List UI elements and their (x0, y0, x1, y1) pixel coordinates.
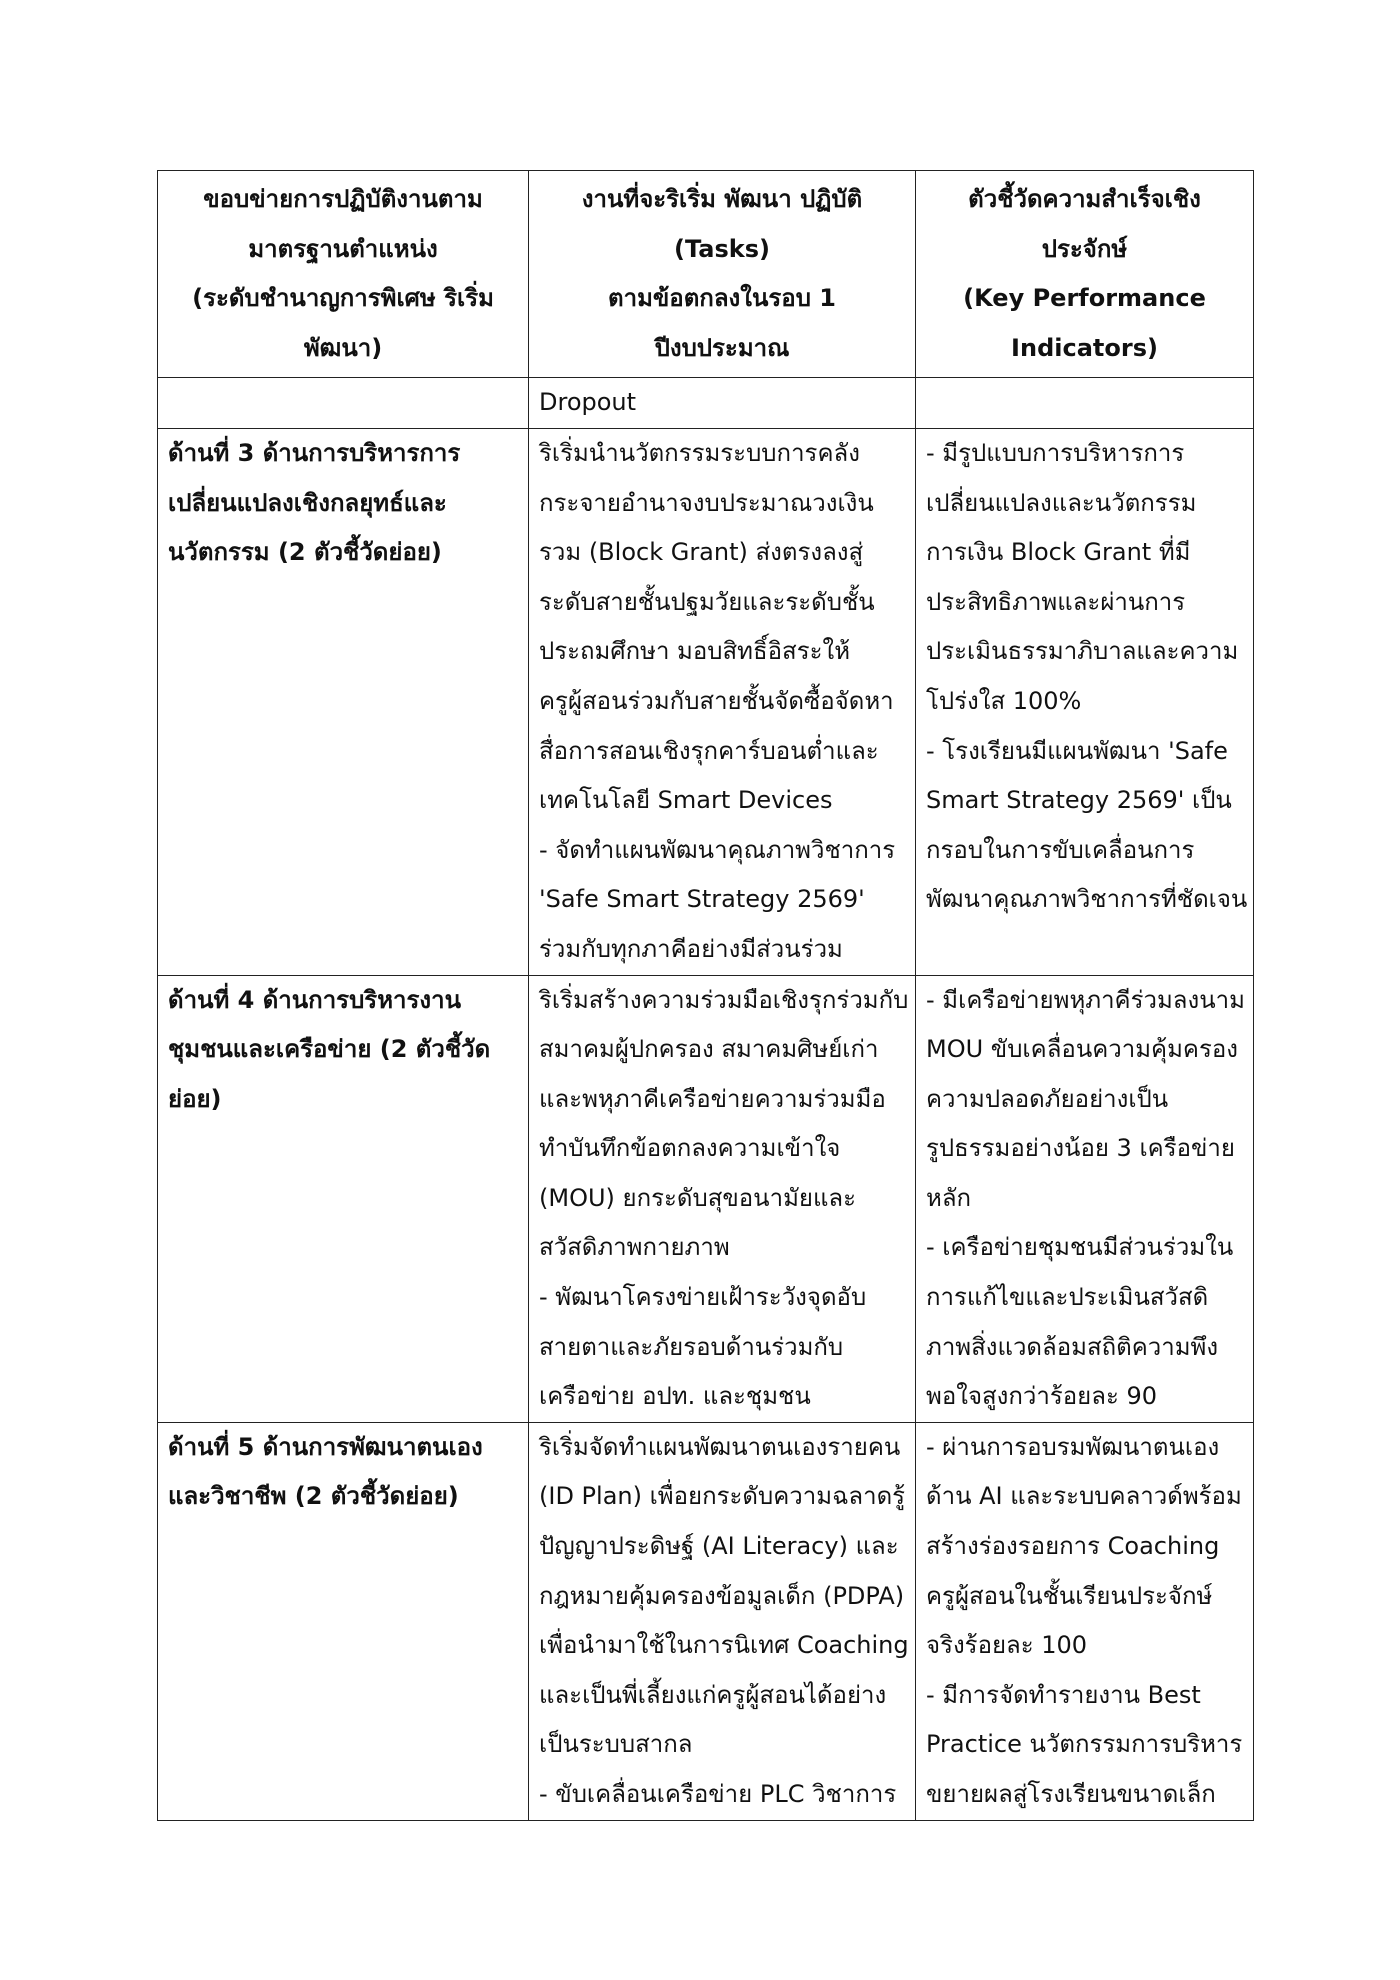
cell-line: และวิชาชีพ (2 ตัวชี้วัดย่อย) (168, 1482, 459, 1511)
cell-line: ร่วมกับทุกภาคีอย่างมีส่วนร่วม (539, 934, 843, 963)
cell-line: Smart Strategy 2569' เป็น (926, 786, 1232, 815)
header-line: ตัวชี้วัดความสำเร็จเชิง (968, 185, 1201, 213)
table-row (158, 1422, 1254, 1820)
cell-line: หลัก (926, 1183, 972, 1212)
cell-line: ปัญญาประดิษฐ์ (AI Literacy) และ (539, 1532, 899, 1561)
tasks-cell (529, 1422, 916, 1820)
cell-line: โปร่งใส 100% (926, 686, 1082, 715)
cell-line: สื่อการสอนเชิงรุกคาร์บอนต่ำและ (539, 736, 879, 765)
cell-line: ประสิทธิภาพและผ่านการ (926, 587, 1186, 616)
table-body (158, 378, 1254, 1820)
cell-line: รวม (Block Grant) ส่งตรงลงสู่ (539, 538, 864, 567)
cell-line: ครูผู้สอนในชั้นเรียนประจักษ์ (926, 1581, 1213, 1610)
header-line: Indicators) (1011, 333, 1158, 362)
cell-line: เปลี่ยนแปลงและนวัตกรรม (926, 488, 1197, 517)
cell-line: ความปลอดภัยอย่างเป็น (926, 1084, 1169, 1113)
cell-line: (ID Plan) เพื่อยกระดับความฉลาดรู้ (539, 1482, 906, 1511)
cell-line: 'Safe Smart Strategy 2569' (539, 885, 865, 914)
cell-line: - จัดทำแผนพัฒนาคุณภาพวิชาการ (539, 835, 896, 864)
header-line: ปีงบประมาณ (654, 333, 790, 362)
area-cell (158, 428, 529, 975)
kpi-cell (916, 975, 1254, 1422)
cell-line: สายตาและภัยรอบด้านร่วมกับ (539, 1332, 844, 1361)
cell-line: - มีรูปแบบการบริหารการ (926, 438, 1185, 467)
cell-line: และพหุภาคีเครือข่ายความร่วมมือ (539, 1084, 886, 1113)
cell-line: ด้าน AI และระบบคลาวด์พร้อม (926, 1482, 1242, 1511)
cell-line: ย่อย) (168, 1084, 222, 1113)
header-line: มาตรฐานตำแหน่ง (248, 234, 438, 263)
cell-line: พอใจสูงกว่าร้อยละ 90 (926, 1382, 1157, 1411)
cell-line: สมาคมผู้ปกครอง สมาคมศิษย์เก่า (539, 1035, 879, 1064)
cell-line: พัฒนาคุณภาพวิชาการที่ชัดเจน (926, 885, 1248, 914)
kpi-cell (916, 428, 1254, 975)
cell-line: - ผ่านการอบรมพัฒนาตนเอง (926, 1432, 1220, 1461)
header-kpi (916, 171, 1254, 378)
cell-line: สวัสดิภาพกายภาพ (539, 1233, 730, 1262)
cell-line: ริเริ่มนำนวัตกรรมระบบการคลัง (539, 438, 860, 467)
cell-line: MOU ขับเคลื่อนความคุ้มครอง (926, 1035, 1238, 1064)
cell-line: และเป็นพี่เลี้ยงแก่ครูผู้สอนได้อย่าง (539, 1680, 887, 1709)
cell-line: กรอบในการขับเคลื่อนการ (926, 835, 1195, 864)
tasks-cell (529, 428, 916, 975)
cell-line: กระจายอำนาจงบประมาณวงเงิน (539, 488, 874, 517)
cell-line: ริเริ่มจัดทำแผนพัฒนาตนเองรายคน (539, 1432, 901, 1461)
cell-line: - มีการจัดทำรายงาน Best (926, 1680, 1201, 1709)
cell-line: ครูผู้สอนร่วมกับสายชั้นจัดซื้อจัดหา (539, 686, 894, 715)
cell-line: ด้านที่ 4 ด้านการบริหารงาน (168, 985, 461, 1014)
cell-line: - พัฒนาโครงข่ายเฝ้าระวังจุดอับ (539, 1283, 867, 1312)
header-line: พัฒนา) (303, 333, 383, 362)
cell-line: การเงิน Block Grant ที่มี (926, 538, 1191, 567)
kpi-cell (916, 1422, 1254, 1820)
header-line: งานที่จะริเริ่ม พัฒนา ปฏิบัติ (581, 185, 863, 213)
table-row (158, 378, 1254, 429)
header-tasks (529, 171, 916, 378)
cell-line: เครือข่าย อปท. และชุมชน (539, 1382, 811, 1411)
area-cell (158, 1422, 529, 1820)
cell-line: การแก้ไขและประเมินสวัสดิ (926, 1283, 1209, 1312)
header-scope (158, 171, 529, 378)
cell-line: เปลี่ยนแปลงเชิงกลยุทธ์และ (168, 488, 447, 517)
header-line: ขอบข่ายการปฏิบัติงานตาม (203, 185, 483, 213)
cell-line: ชุมชนและเครือข่าย (2 ตัวชี้วัด (168, 1035, 491, 1064)
cell-line: ริเริ่มสร้างความร่วมมือเชิงรุกร่วมกับ (539, 985, 909, 1014)
cell-line: Dropout (539, 388, 637, 417)
cell-line: เทคโนโลยี Smart Devices (539, 786, 833, 815)
cell-line: ด้านที่ 5 ด้านการพัฒนาตนเอง (168, 1432, 483, 1461)
cell-line: จริงร้อยละ 100 (926, 1631, 1088, 1660)
cell-line: - มีเครือข่ายพหุภาคีร่วมลงนาม (926, 985, 1245, 1014)
header-line: (ระดับชำนาญการพิเศษ ริเริ่ม (192, 284, 494, 313)
header-line: (Tasks) (674, 234, 770, 263)
table-row (158, 428, 1254, 975)
cell-line: เพื่อนำมาใช้ในการนิเทศ Coaching (539, 1631, 909, 1660)
cell-line: กฎหมายคุ้มครองข้อมูลเด็ก (PDPA) (539, 1581, 905, 1610)
tasks-cell (529, 975, 916, 1422)
performance-agreement-table (157, 170, 1254, 1821)
cell-line: สร้างร่องรอยการ Coaching (926, 1532, 1220, 1561)
cell-line: - เครือข่ายชุมชนมีส่วนร่วมใน (926, 1233, 1234, 1262)
header-line: ประจักษ์ (1041, 234, 1128, 263)
cell-line: ระดับสายชั้นปฐมวัยและระดับชั้น (539, 587, 875, 616)
header-line: (Key Performance (963, 284, 1206, 313)
cell-line: - ขับเคลื่อนเครือข่าย PLC วิชาการ (539, 1780, 897, 1808)
cell-line: ภาพสิ่งแวดล้อมสถิติความพึง (926, 1332, 1219, 1361)
table-header-row (158, 171, 1254, 378)
cell-line: - โรงเรียนมีแผนพัฒนา 'Safe (926, 736, 1228, 765)
cell-line: ขยายผลสู่โรงเรียนขนาดเล็ก (926, 1780, 1216, 1808)
cell-line: ประเมินธรรมาภิบาลและความ (926, 637, 1239, 666)
cell-line: นวัตกรรม (2 ตัวชี้วัดย่อย) (168, 538, 442, 567)
tasks-cell (529, 378, 916, 429)
table-row (158, 975, 1254, 1422)
cell-line: ประถมศึกษา มอบสิทธิ์อิสระให้ (539, 637, 851, 666)
cell-line: Practice นวัตกรรมการบริหาร (926, 1730, 1243, 1759)
cell-line: เป็นระบบสากล (539, 1730, 693, 1759)
cell-line: (MOU) ยกระดับสุขอนามัยและ (539, 1183, 857, 1212)
area-cell (158, 975, 529, 1422)
kpi-cell (916, 378, 1254, 429)
area-cell (158, 378, 529, 429)
cell-line: ทำบันทึกข้อตกลงความเข้าใจ (539, 1134, 841, 1163)
header-line: ตามข้อตกลงในรอบ 1 (608, 284, 836, 313)
cell-line: ด้านที่ 3 ด้านการบริหารการ (168, 438, 461, 467)
cell-line: รูปธรรมอย่างน้อย 3 เครือข่าย (926, 1134, 1235, 1163)
